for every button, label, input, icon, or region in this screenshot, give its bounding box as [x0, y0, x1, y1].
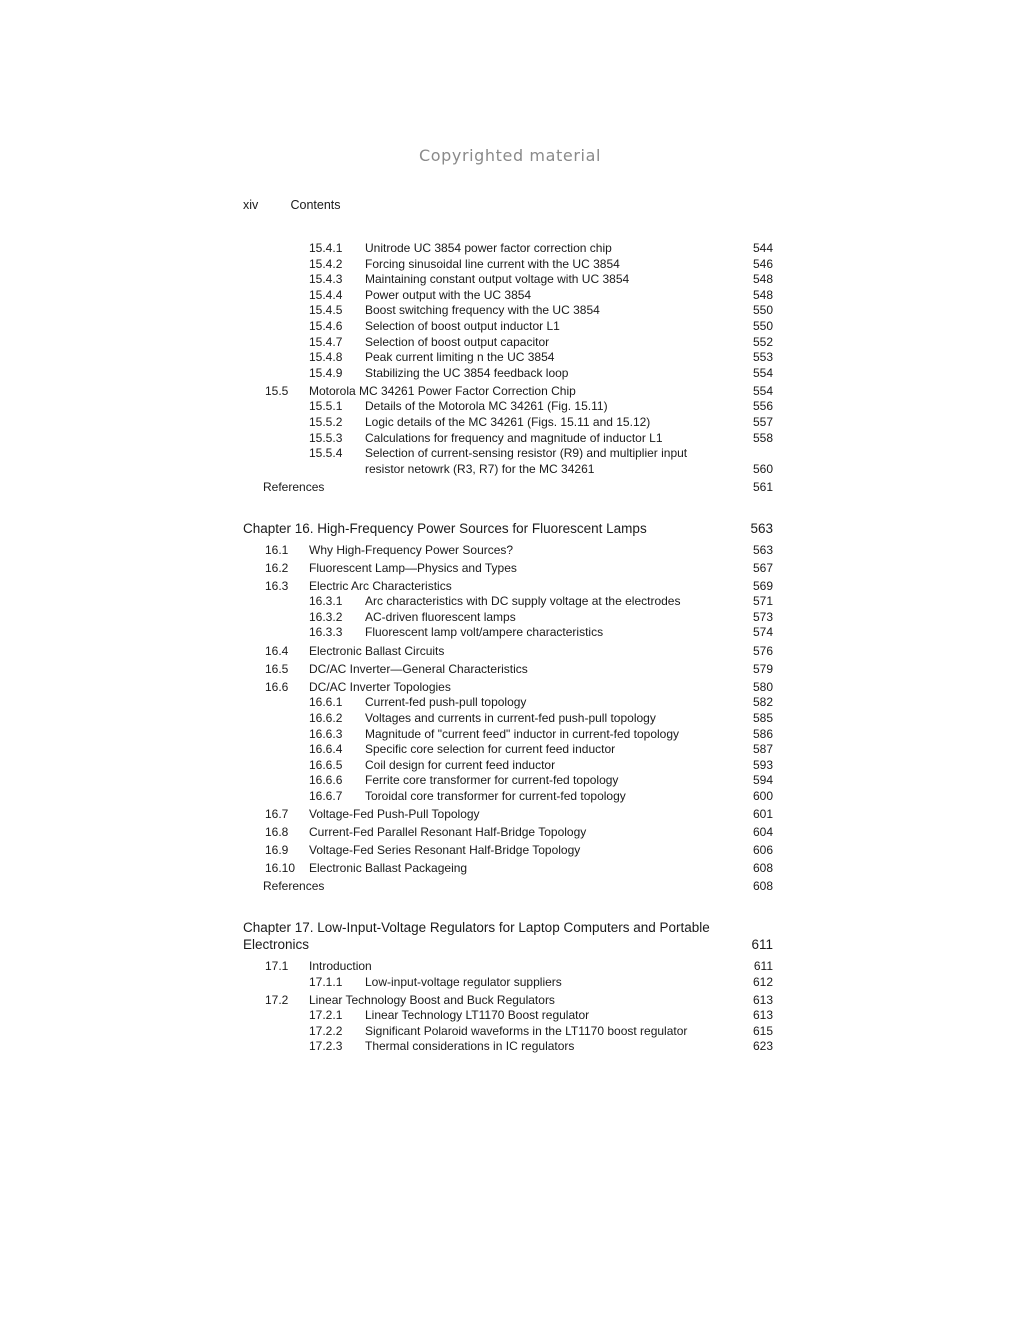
section-number: 16.10 [265, 861, 296, 876]
section-title: Electric Arc Characteristics [309, 578, 452, 593]
page-number: 593 [752, 757, 773, 772]
toc-entry [243, 257, 773, 273]
toc-entry [243, 861, 773, 877]
page-number: 571 [752, 594, 773, 609]
page-number: 612 [752, 974, 773, 989]
toc-entry [243, 644, 773, 660]
toc-entry [243, 625, 773, 641]
section-title: Fluorescent lamp volt/ampere characteristics [365, 625, 604, 640]
section-title: Calculations for frequency and magnitude of inductor L1 [365, 430, 663, 445]
page-number: 608 [752, 861, 773, 876]
section-title: Logic details of the MC 34261 (Figs. 15.11 and 15.12) [365, 415, 651, 430]
section-title: Linear Technology Boost and Buck Regulators [309, 992, 555, 1007]
section-number: 15.4.6 [309, 318, 343, 333]
page-number: 554 [752, 383, 773, 398]
section-number: 16.8 [265, 825, 289, 840]
section-title: References [263, 479, 325, 494]
page-number: 580 [752, 679, 773, 694]
toc-entry [243, 384, 773, 400]
page-number: 606 [752, 843, 773, 858]
section-number: 16.3.2 [309, 609, 343, 624]
toc-entry [243, 543, 773, 559]
section-number: 17.2.2 [309, 1023, 343, 1038]
toc-entry [243, 959, 773, 975]
toc-entry [243, 680, 773, 696]
section-number: 17.2.1 [309, 1008, 343, 1023]
page-number: 556 [752, 399, 773, 414]
section-title: Voltage-Fed Series Resonant Half-Bridge Topology [309, 843, 581, 858]
page-number: 600 [752, 788, 773, 803]
references-entry [243, 879, 773, 895]
toc-entry [243, 241, 773, 257]
page-number: 560 [752, 461, 773, 476]
page-number: 569 [752, 578, 773, 593]
page-number: 567 [752, 560, 773, 575]
section-number: 15.4.1 [309, 241, 343, 255]
toc-entry [243, 807, 773, 823]
page-number: 550 [752, 318, 773, 333]
toc-entry [243, 319, 773, 335]
chapter-title: Chapter 16. High-Frequency Power Sources for Fluorescent Lamps [243, 520, 647, 536]
toc-entry [243, 843, 773, 859]
page-number: 576 [752, 643, 773, 658]
toc-entry [243, 1008, 773, 1024]
chapter-heading [243, 520, 773, 537]
section-title: Ferrite core transformer for current-fed topology [365, 773, 619, 788]
toc-entry [243, 773, 773, 789]
running-head-label: Contents [290, 198, 341, 212]
running-head [243, 198, 341, 212]
section-number: 16.3 [265, 578, 289, 593]
toc-entry [243, 446, 773, 477]
section-title: Specific core selection for current feed inductor [365, 742, 616, 757]
section-number: 16.6.2 [309, 710, 343, 725]
page-number: 579 [752, 661, 773, 676]
toc-entry [243, 594, 773, 610]
toc-entry [243, 825, 773, 841]
section-number: 15.4.3 [309, 272, 343, 287]
chapter-heading [243, 919, 773, 953]
section-title: Motorola MC 34261 Power Factor Correction Chip [309, 383, 576, 398]
toc-entry [243, 789, 773, 805]
page-number: 557 [752, 415, 773, 430]
section-number: 16.6.1 [309, 695, 343, 710]
section-title: Why High-Frequency Power Sources? [309, 542, 514, 557]
page-number: 553 [752, 350, 773, 365]
page-number: 546 [752, 256, 773, 271]
toc-entry [243, 350, 773, 366]
section-number: 15.5.4 [309, 446, 343, 461]
section-number: 15.4.9 [309, 365, 343, 380]
section-title: Unitrode UC 3854 power factor correction chip [365, 241, 612, 255]
section-title: Current-fed push-pull topology [365, 695, 527, 710]
section-number: 16.6.6 [309, 773, 343, 788]
toc-entry [243, 399, 773, 415]
section-number: 15.4.7 [309, 334, 343, 349]
section-number: 16.4 [265, 643, 289, 658]
section-title: Selection of boost output inductor L1 [365, 318, 560, 333]
toc-entry [243, 303, 773, 319]
toc-entry [243, 561, 773, 577]
references-entry [243, 480, 773, 496]
page-number: 548 [752, 272, 773, 287]
toc-entry [243, 288, 773, 304]
chapter-title: Chapter 17. Low-Input-Voltage Regulators for Laptop Computers and Portable Electronics [243, 919, 710, 952]
toc-entry [243, 415, 773, 431]
section-title: Linear Technology LT1170 Boost regulator [365, 1008, 590, 1023]
toc-entry [243, 272, 773, 288]
section-title: Maintaining constant output voltage with UC 3854 [365, 272, 630, 287]
toc-entry [243, 1024, 773, 1040]
toc-entry [243, 1039, 773, 1055]
section-number: 15.5.3 [309, 430, 343, 445]
section-number: 16.3.3 [309, 625, 343, 640]
section-title: Details of the Motorola MC 34261 (Fig. 15.11) [365, 399, 608, 414]
page-number: 608 [752, 879, 773, 894]
toc-entry [243, 975, 773, 991]
chapter-page-number: 563 [750, 520, 773, 536]
page-number: 544 [752, 241, 773, 255]
page-number: 574 [752, 625, 773, 640]
toc-entry [243, 335, 773, 351]
page-number: 554 [752, 365, 773, 380]
section-number: 16.6.7 [309, 788, 343, 803]
chapter-page-number: 611 [751, 936, 773, 952]
section-title: DC/AC Inverter—General Characteristics [309, 661, 528, 676]
section-title: AC-driven fluorescent lamps [365, 609, 516, 624]
section-title: Low-input-voltage regulator suppliers [365, 974, 562, 989]
section-number: 15.4.2 [309, 256, 343, 271]
page-number: 613 [752, 992, 773, 1007]
section-number: 17.1 [265, 958, 289, 973]
section-title: Coil design for current feed inductor [365, 757, 556, 772]
section-title: Magnitude of "current feed" inductor in current-fed topology [365, 726, 680, 741]
toc-entry [243, 662, 773, 678]
toc-entry [243, 727, 773, 743]
page-number: 587 [752, 742, 773, 757]
toc-entry [243, 431, 773, 447]
toc-entry [243, 742, 773, 758]
section-number: 16.5 [265, 661, 289, 676]
page-number: 563 [752, 542, 773, 557]
section-number: 15.4.8 [309, 350, 343, 365]
section-number: 15.4.5 [309, 303, 343, 318]
copyright-watermark: Copyrighted material [418, 146, 602, 165]
page-number: 573 [752, 609, 773, 624]
toc-entry [243, 610, 773, 626]
section-number: 16.6.5 [309, 757, 343, 772]
section-title: Stabilizing the UC 3854 feedback loop [365, 365, 569, 380]
page-number: 550 [752, 303, 773, 318]
section-number: 16.6.4 [309, 742, 343, 757]
page-number: 558 [752, 430, 773, 445]
section-number: 15.4.4 [309, 287, 343, 302]
section-title: Forcing sinusoidal line current with the UC 3854 [365, 256, 620, 271]
section-title: Toroidal core transformer for current-fed topology [365, 788, 626, 803]
page-number: 548 [752, 287, 773, 302]
toc-entry [243, 711, 773, 727]
section-title: Electronic Ballast Circuits [309, 643, 445, 658]
section-title: Electronic Ballast Packageing [309, 861, 468, 876]
section-number: 16.6.3 [309, 726, 343, 741]
section-title: Current-Fed Parallel Resonant Half-Bridge Topology [309, 825, 587, 840]
page-number: 582 [752, 695, 773, 710]
page-number: 613 [752, 1008, 773, 1023]
section-number: 17.2.3 [309, 1039, 343, 1054]
page-number: 604 [752, 825, 773, 840]
section-title: Selection of current-sensing resistor (R9) and multiplier input resistor netowrk (R3, R7) for the MC 34261 [365, 446, 688, 476]
section-number: 16.1 [265, 542, 289, 557]
section-number: 17.1.1 [309, 974, 343, 989]
toc-entry [243, 695, 773, 711]
page-number: 594 [752, 773, 773, 788]
section-title: Arc characteristics with DC supply voltage at the electrodes [365, 594, 681, 609]
section-title: References [263, 879, 325, 894]
section-number: 16.9 [265, 843, 289, 858]
page-number: 623 [752, 1039, 773, 1054]
section-title: Voltages and currents in current-fed push-pull topology [365, 710, 656, 725]
section-title: Significant Polaroid waveforms in the LT1170 boost regulator [365, 1023, 688, 1038]
page-number: 561 [752, 479, 773, 494]
section-number: 17.2 [265, 992, 289, 1007]
section-title: Voltage-Fed Push-Pull Topology [309, 807, 480, 821]
page-folio: xiv [243, 198, 259, 212]
page-number: 611 [753, 958, 773, 973]
section-number: 15.5 [265, 383, 289, 398]
page-number: 585 [752, 710, 773, 725]
page-number: 552 [752, 334, 773, 349]
section-title: Boost switching frequency with the UC 3854 [365, 303, 600, 318]
section-title: Thermal considerations in IC regulators [365, 1039, 575, 1054]
section-title: Fluorescent Lamp—Physics and Types [309, 560, 517, 575]
section-number: 16.3.1 [309, 594, 343, 609]
section-number: 15.5.1 [309, 399, 343, 414]
toc-entry [243, 993, 773, 1009]
table-of-contents [243, 241, 773, 1055]
section-title: Selection of boost output capacitor [365, 334, 550, 349]
page-number: 601 [752, 807, 773, 821]
section-number: 16.7 [265, 807, 289, 821]
section-title: Peak current limiting n the UC 3854 [365, 350, 555, 365]
section-number: 16.2 [265, 560, 289, 575]
section-title: Introduction [309, 958, 372, 973]
toc-entry [243, 579, 773, 595]
section-title: Power output with the UC 3854 [365, 287, 532, 302]
section-number: 15.5.2 [309, 415, 343, 430]
toc-entry [243, 758, 773, 774]
toc-entry [243, 366, 773, 382]
section-title: DC/AC Inverter Topologies [309, 679, 451, 694]
section-number: 16.6 [265, 679, 289, 694]
page-number: 615 [752, 1023, 773, 1038]
page-number: 586 [752, 726, 773, 741]
